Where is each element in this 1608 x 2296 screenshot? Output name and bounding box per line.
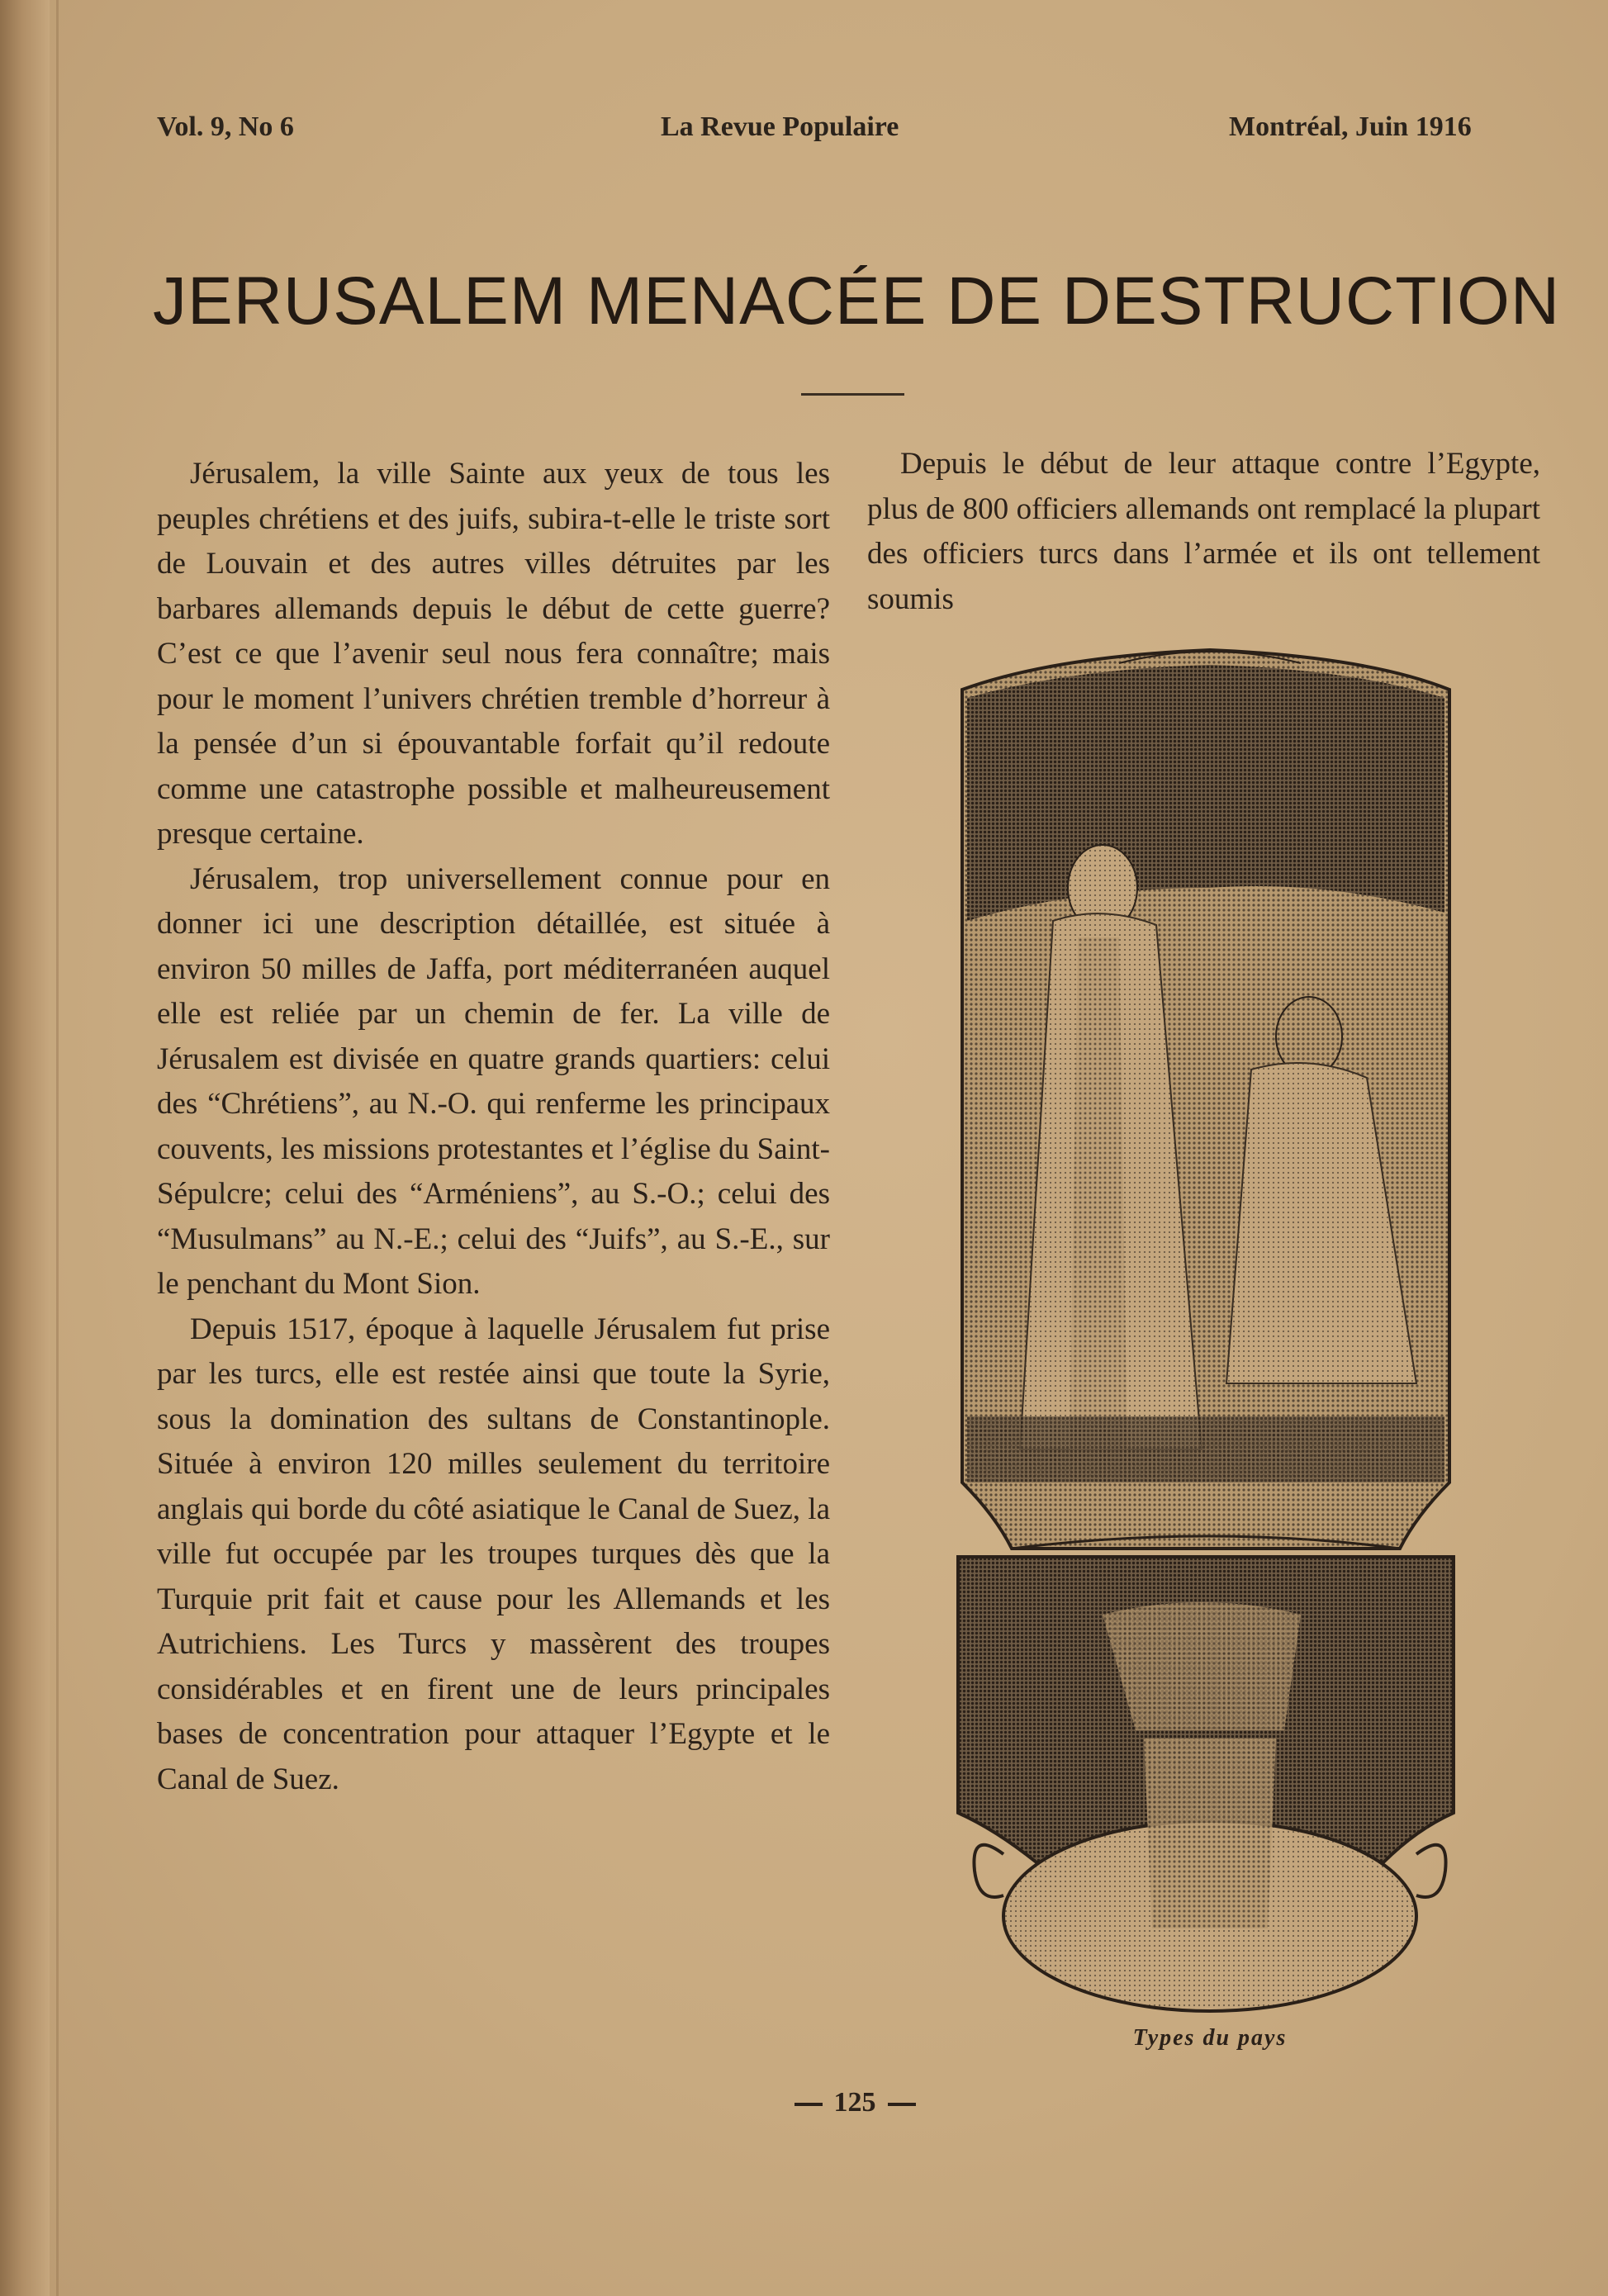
paragraph-2: Jérusalem, trop universellement connue pour en donner ici une description détaillée, est située à environ 50 milles de Jaffa, port méditerranéen auquel elle est reliée par un chemin de fer. La ville de Jérusalem est divisée en quatre grands quartiers: celui des “Chrétiens”, au N.-O. qui renferme les principaux couvents, les missions protestantes et l’église du Saint-Sépulcre; celui des “Arméniens”, au S.-O.; celui des “Musulmans” au N.-E.; celui des “Juifs”, au S.-E., sur le penchant du Mont Sion. bbox=[157, 861, 830, 1301]
page-number bbox=[772, 2087, 937, 2118]
dash-right bbox=[888, 2103, 916, 2106]
article-title: JERUSALEM MENACÉE DE DESTRUCTION bbox=[153, 263, 1561, 339]
paragraph-1: Jérusalem, la ville Sainte aux yeux de tous les peuples chrétiens et des juifs, subira-t-elle le triste sort de Louvain et des autres villes détruites par les barbares allemands depuis le début de cette guerre? C’est ce que l’avenir seul nous fera connaître; mais pour le moment l’univers chrétien tremble d’horreur à la pensée d’un si épouvantable forfait qu’il redoute comme une catastrophe possible et malheureusement presque certaine. bbox=[157, 457, 830, 851]
right-paragraph: Depuis le début de leur attaque contre l’Egypte, plus de 800 officiers allemands ont remplacé la plupart des officiers turcs dans l’armée et ils ont tellement soumis bbox=[867, 447, 1540, 616]
header-place-date: Montréal, Juin 1916 bbox=[1229, 111, 1472, 142]
paragraph-3: Depuis 1517, époque à laquelle Jérusalem fut prise par les turcs, elle est restée ainsi que toute la Syrie, sous la domination des sultans de Constantinople. Située à environ 120 milles seulement du territoire anglais qui borde du côté asiatique le Canal de Suez, la ville fut occupée par les troupes turques dès que la Turquie prit fait et cause pour les Allemands et les Autrichiens. Les Turcs y massèrent des troupes considérables et en firent une de leurs principales bases de concentration pour attaquer l’Egypte et le Canal de Suez. bbox=[157, 1312, 830, 1796]
left-column bbox=[157, 452, 830, 1802]
page-number-value: 125 bbox=[833, 2087, 876, 2118]
header-volume: Vol. 9, No 6 bbox=[157, 111, 294, 142]
figure-caption: Types du pays bbox=[1132, 2025, 1288, 2051]
dash-left bbox=[795, 2103, 823, 2106]
binding-edge bbox=[56, 0, 59, 2296]
right-column bbox=[867, 442, 1540, 622]
header-magazine: La Revue Populaire bbox=[661, 111, 899, 142]
binding-shadow bbox=[0, 0, 50, 2296]
photo-illustration bbox=[954, 640, 1458, 2023]
title-rule bbox=[801, 393, 904, 396]
photo-figure bbox=[954, 640, 1458, 2023]
